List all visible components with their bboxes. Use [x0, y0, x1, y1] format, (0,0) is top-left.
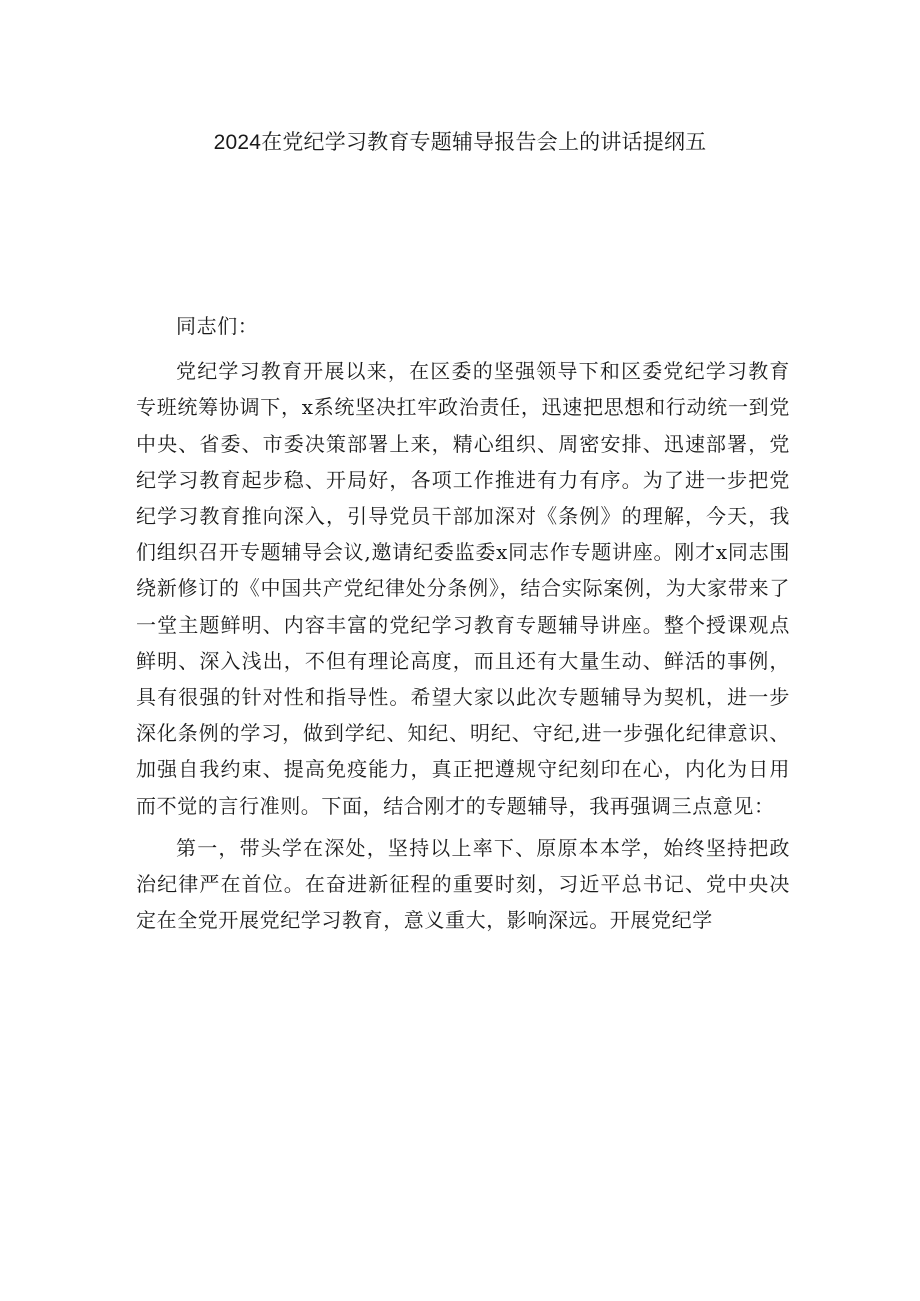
document-body [136, 308, 790, 944]
greeting: 同志们： [176, 314, 259, 338]
paragraph-intro: 党纪学习教育开展以来，在区委的坚强领导下和区委党纪学习教育专班统筹协调下，x系统坚决扛牢政治责任，迅速把思想和行动统一到党中央、省委、市委决策部署上来，精心组织、周密安排、迅速部署，党纪学习教育起步稳、开局好，各项工作推进有力有序。为了进一步把党纪学习教育推向深入，引导党员干部加深对《条例》的理解，今天，我们组织召开专题辅导会议,邀请纪委监委x同志作专题讲座。刚才x同志围绕新修订的《中国共产党纪律处分条例》，结合实际案例，为大家带来了一堂主题鲜明、内容丰富的党纪学习教育专题辅导讲座。整个授课观点鲜明、深入浅出，不但有理论高度，而且还有大量生动、鲜活的事例，具有很强的针对性和指导性。希望大家以此次专题辅导为契机，进一步深化条例的学习，做到学纪、知纪、明纪、守纪,进一步强化纪律意识、加强自我约束、提高免疫能力，真正把遵规守纪刻印在心，内化为日用而不觉的言行准则。下面，结合刚才的专题辅导，我再强调三点意见： [136, 359, 790, 818]
paragraph-first-point: 第一，带头学在深处，坚持以上率下、原原本本学，始终坚持把政治纪律严在首位。在奋进新征程的重要时刻，习近平总书记、党中央决定在全党开展党纪学习教育，意义重大，影响深远。开展党纪学 [136, 835, 790, 933]
document-title: 2024在党纪学习教育专题辅导报告会上的讲话提纲五 [213, 131, 707, 154]
